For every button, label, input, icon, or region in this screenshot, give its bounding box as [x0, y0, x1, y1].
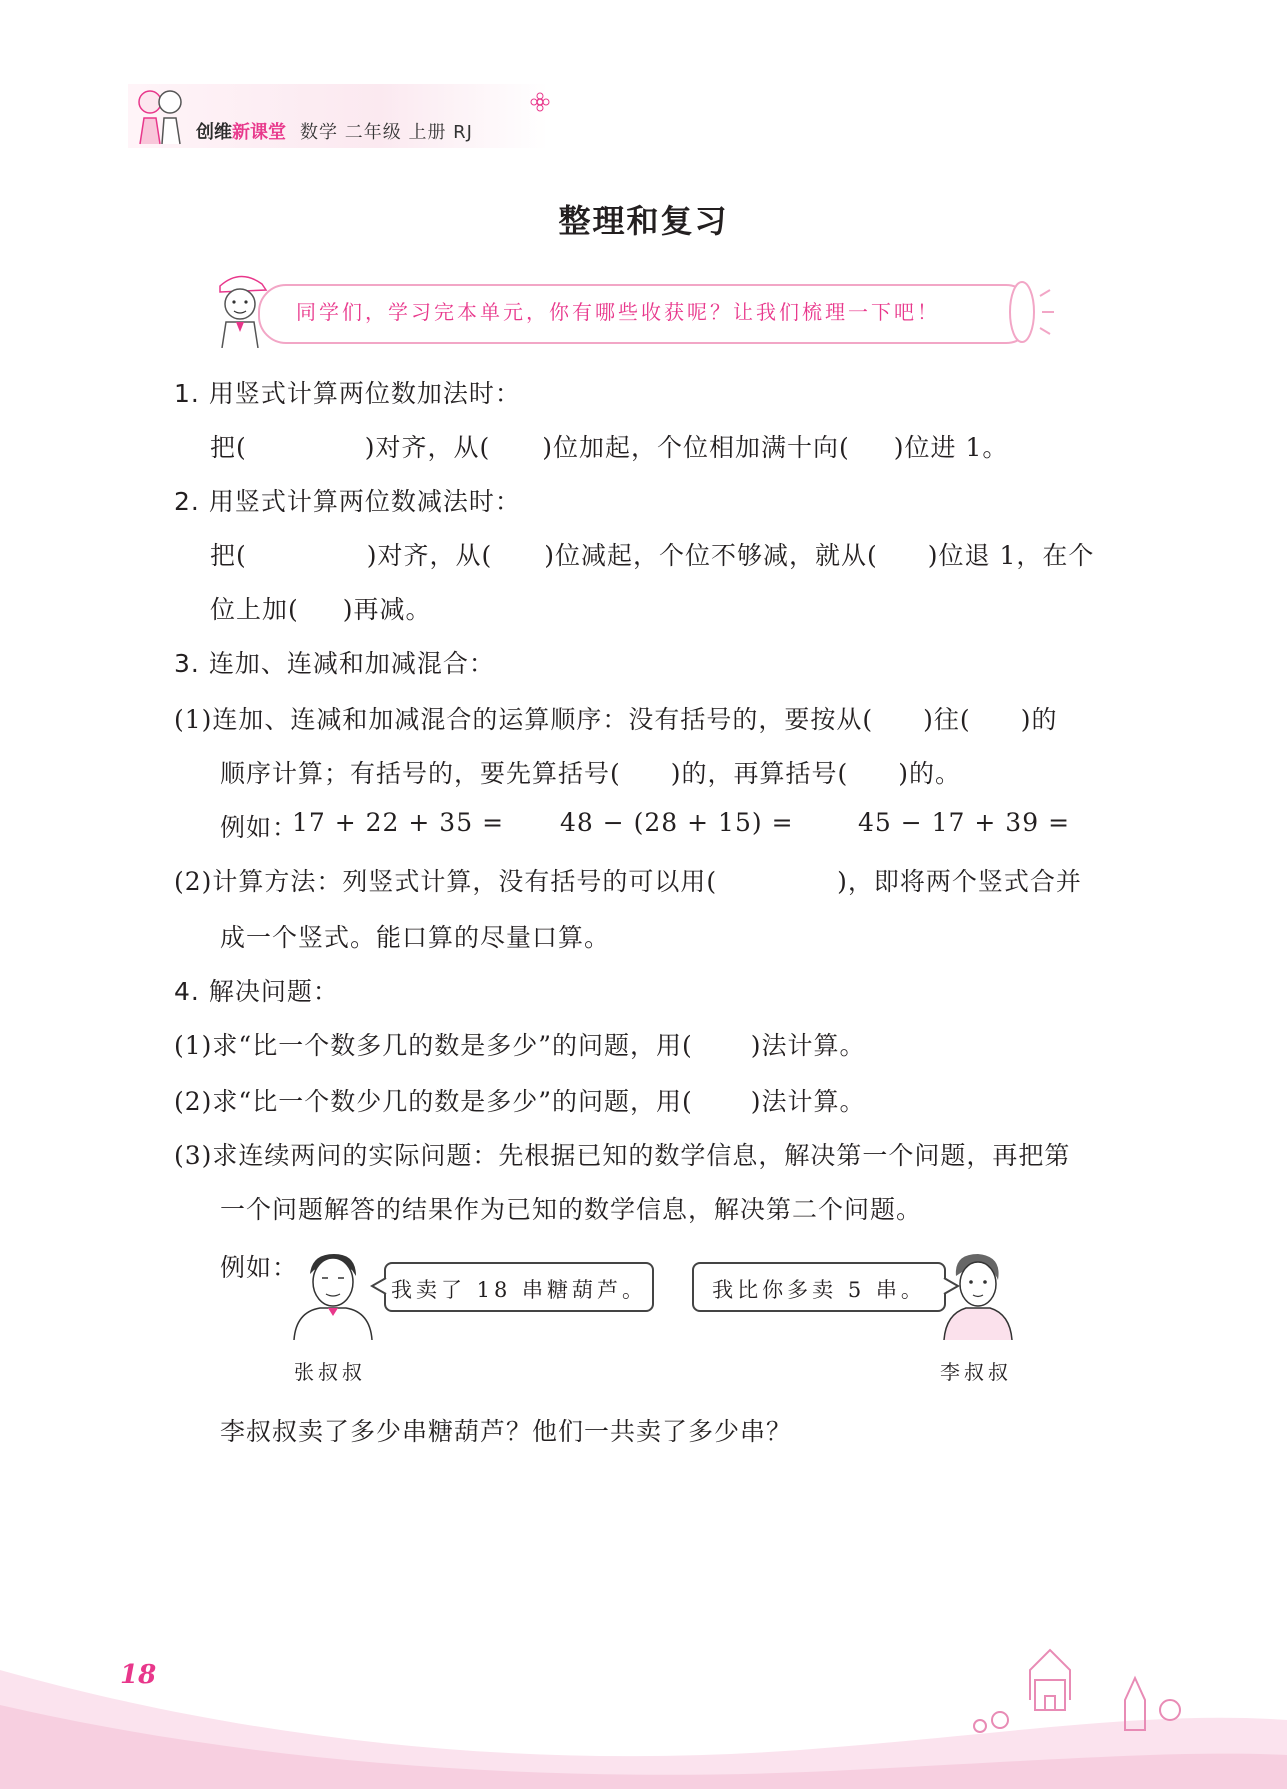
- page-title: 整理和复习: [558, 202, 729, 240]
- q2-number: 2.: [174, 487, 200, 516]
- q1-text-c: )位加起，个位相加满十向(: [542, 433, 850, 462]
- caption-li: 李叔叔: [940, 1360, 1012, 1384]
- q1-text-b: )对齐，从(: [364, 433, 491, 462]
- q3-p2-text-b: )，即将两个竖式合并: [837, 867, 1082, 896]
- q4-heading-text: 解决问题：: [208, 977, 339, 1006]
- banner-message: 同学们，学习完本单元，你有哪些收获呢？让我们梳理一下吧！: [296, 300, 940, 324]
- brand-name-part1: 创维: [196, 122, 232, 143]
- q4-p1-text-b: )法计算。: [750, 1031, 866, 1060]
- q2-text-e: 位上加(: [210, 595, 299, 624]
- q2-text-a: 把(: [210, 541, 247, 570]
- q3-p1-text-c: )的: [1020, 705, 1058, 734]
- q3-p2-line1: [174, 862, 1082, 898]
- q2-text-d: )位退 1，在个: [927, 541, 1095, 570]
- q2-heading-text: 用竖式计算两位数减法时：: [208, 487, 521, 516]
- scroll-end-decoration: [1000, 276, 1060, 348]
- q3-p1-text-b: )往(: [923, 705, 971, 734]
- speech-bubble-li: [692, 1262, 946, 1312]
- q1-number: 1.: [174, 379, 200, 408]
- footer-wave-decoration: [0, 1600, 1287, 1789]
- q4-p1: [174, 1026, 866, 1062]
- q4-p2-text-b: )法计算。: [750, 1087, 866, 1116]
- q3-p1-line2: [220, 754, 961, 790]
- q1-text-d: )位进 1。: [893, 433, 1009, 462]
- q3-example-3: 45 − 17 + 39 =: [858, 808, 1071, 837]
- flower-icon: [530, 92, 550, 112]
- speech-text-li: 我比你多卖 5 串。: [712, 1278, 926, 1302]
- q3-example-label: 例如：: [220, 813, 299, 842]
- kids-mascot-icon: [128, 84, 192, 148]
- q3-example-2: 48 − (28 + 15) =: [560, 808, 794, 837]
- speech-text-zhang: 我卖了 18 串糖葫芦。: [390, 1278, 648, 1302]
- q1-text-a: 把(: [210, 433, 247, 462]
- q3-number: 3.: [174, 649, 200, 678]
- q2-heading: [174, 482, 521, 518]
- page-number: 18: [120, 1660, 157, 1690]
- uncle-zhang-avatar: [290, 1250, 376, 1340]
- q3-p1-text-e: )的，再算括号(: [670, 759, 849, 788]
- bubble-tail-left: [370, 1276, 388, 1296]
- q4-p2: [174, 1082, 866, 1118]
- q1-heading-text: 用竖式计算两位数加法时：: [208, 379, 521, 408]
- q3-p2-text-a: (2)计算方法：列竖式计算，没有括号的可以用(: [174, 867, 718, 896]
- q2-line2: [210, 590, 432, 626]
- header-text: [196, 118, 473, 144]
- q4-example-label: 例如：: [220, 1253, 299, 1282]
- uncle-li-avatar: [938, 1250, 1018, 1340]
- q3-heading: [174, 644, 495, 680]
- q1-heading: [174, 374, 521, 410]
- q2-text-c: )位减起，个位不够减，就从(: [544, 541, 878, 570]
- q3-heading-text: 连加、连减和加减混合：: [208, 649, 495, 678]
- q3-p1-line1: [174, 700, 1057, 736]
- book-subtitle: 数学 二年级 上册 RJ: [300, 122, 473, 143]
- q1-line: [210, 428, 1008, 464]
- q4-heading: [174, 972, 339, 1008]
- q2-text-b: )对齐，从(: [366, 541, 493, 570]
- q4-example-question: 李叔叔卖了多少串糖葫芦？他们一共卖了多少串？: [220, 1417, 793, 1446]
- q4-p3-line1: (3)求连续两问的实际问题：先根据已知的数学信息，解决第一个问题，再把第: [174, 1141, 1071, 1170]
- speech-bubble-zhang: [384, 1262, 654, 1312]
- q4-p2-text-a: (2)求“比一个数少几的数是多少”的问题，用(: [174, 1087, 693, 1116]
- q2-text-f: )再减。: [342, 595, 432, 624]
- q4-p3-line2: 一个问题解答的结果作为已知的数学信息，解决第二个问题。: [220, 1195, 923, 1224]
- q3-p1-text-a: (1)连加、连减和加减混合的运算顺序：没有括号的，要按从(: [174, 705, 874, 734]
- q2-line1: [210, 536, 1094, 572]
- q4-p1-text-a: (1)求“比一个数多几的数是多少”的问题，用(: [174, 1031, 693, 1060]
- q4-number: 4.: [174, 977, 200, 1006]
- caption-zhang: 张叔叔: [294, 1360, 366, 1384]
- brand-name-part2: 新课堂: [232, 122, 286, 143]
- q3-p2-line2: 成一个竖式。能口算的尽量口算。: [220, 923, 611, 952]
- q3-example-1: 17 + 22 + 35 =: [292, 808, 505, 837]
- q3-p1-text-f: )的。: [898, 759, 962, 788]
- q3-p1-text-d: 顺序计算；有括号的，要先算括号(: [220, 759, 621, 788]
